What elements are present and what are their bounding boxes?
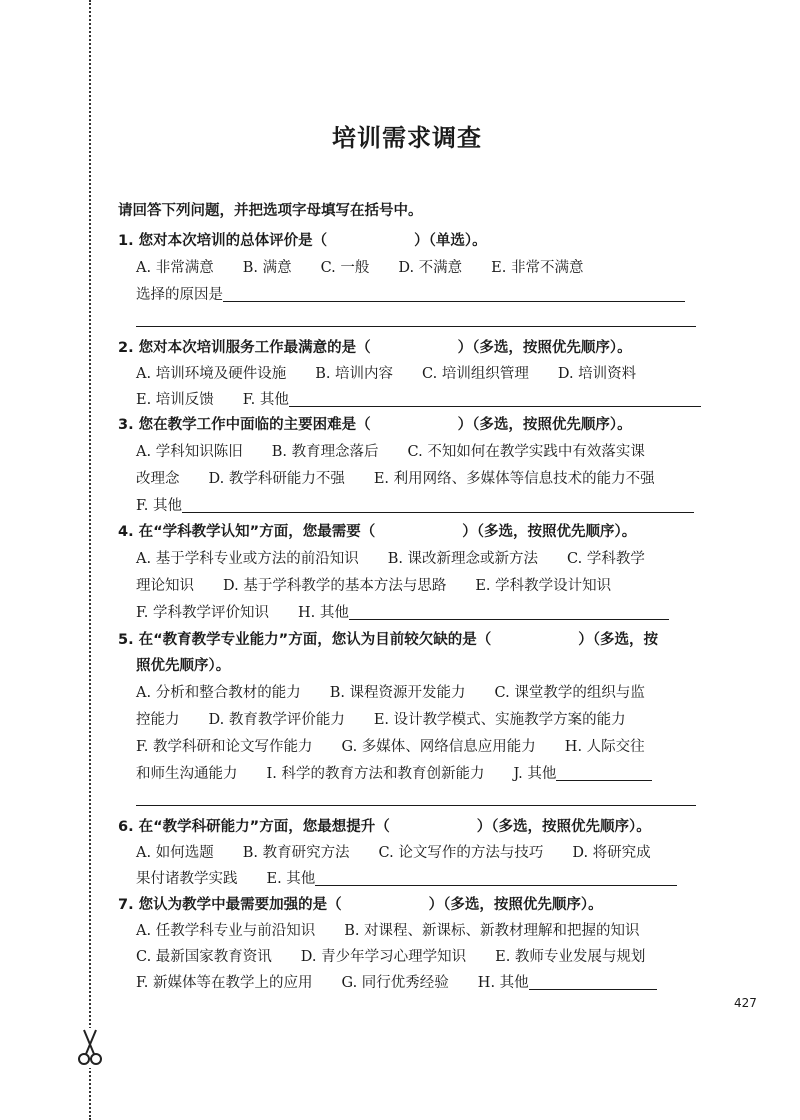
question-6-options-text: 果付诸教学实践 E. 其他 <box>136 871 316 887</box>
question-4-options-line-3 <box>136 603 669 623</box>
question-7-other-field[interactable] <box>529 973 657 990</box>
question-5-options-text: 和师生沟通能力 I. 科学的教育方法和教育创新能力 J. 其他 <box>136 766 557 782</box>
question-3-other-field[interactable] <box>182 496 694 513</box>
page-title: 培训需求调查 <box>332 124 482 152</box>
question-7-options-line-1: A. 任教学科专业与前沿知识 B. 对课程、新课标、新教材理解和把握的知识 <box>136 923 640 939</box>
question-1-reason-field[interactable] <box>223 285 685 302</box>
question-2-options-line-1: A. 培训环境及硬件设施 B. 培训内容 C. 培训组织管理 D. 培训资料 <box>136 366 637 382</box>
question-2-other-field[interactable] <box>289 390 701 407</box>
question-6-options-line-2 <box>136 869 677 889</box>
question-4: 4. 在“学科教学认知”方面，您最需要（ ）（多选，按照优先顺序）。 <box>118 524 637 540</box>
page-number: 427 <box>734 996 757 1010</box>
question-5-continued: 照优先顺序）。 <box>136 658 231 674</box>
question-4-options-line-2: 理论知识 D. 基于学科教学的基本方法与思路 E. 学科教学设计知识 <box>136 578 612 594</box>
question-3-options-line-1: A. 学科知识陈旧 B. 教育理念落后 C. 不知如何在教学实践中有效落实课 <box>136 444 645 460</box>
question-6-options-line-1: A. 如何选题 B. 教育研究方法 C. 论文写作的方法与技巧 D. 将研究成 <box>136 845 651 861</box>
question-3-options-text: F. 其他 <box>136 498 183 514</box>
question-1-reason-label: 选择的原因是 <box>136 287 223 303</box>
question-5-options-line-3: F. 教学科研和论文写作能力 G. 多媒体、网络信息应用能力 H. 人际交往 <box>136 739 645 755</box>
question-5-other-field[interactable] <box>556 764 652 781</box>
question-3: 3. 您在教学工作中面临的主要困难是（ ）（多选，按照优先顺序）。 <box>118 417 632 433</box>
question-5: 5. 在“教育教学专业能力”方面，您认为目前较欠缺的是（ ）（多选，按 <box>118 632 658 648</box>
question-4-options-text: F. 学科教学评价知识 H. 其他 <box>136 605 349 621</box>
scissors-icon <box>76 1028 104 1068</box>
question-5-options-line-1: A. 分析和整合教材的能力 B. 课程资源开发能力 C. 课堂教学的组织与监 <box>136 685 645 701</box>
question-2-options-line-2 <box>136 390 701 410</box>
question-2-options-text: E. 培训反馈 F. 其他 <box>136 392 289 408</box>
question-5-other-field-2[interactable] <box>136 805 696 806</box>
question-7-options-line-2: C. 最新国家教育资讯 D. 青少年学习心理学知识 E. 教师专业发展与规划 <box>136 949 646 965</box>
question-4-other-field[interactable] <box>349 603 669 620</box>
cut-line <box>89 0 91 1120</box>
question-6-other-field[interactable] <box>315 869 677 886</box>
question-5-options-line-2: 控能力 D. 教育教学评价能力 E. 设计教学模式、实施教学方案的能力 <box>136 712 626 728</box>
question-3-options-line-3 <box>136 496 694 516</box>
question-2: 2. 您对本次培训服务工作最满意的是（ ）（多选，按照优先顺序）。 <box>118 340 632 356</box>
question-7: 7. 您认为教学中最需要加强的是（ ）（多选，按照优先顺序）。 <box>118 897 603 913</box>
question-1: 1. 您对本次培训的总体评价是（ ）（单选）。 <box>118 233 487 249</box>
question-1-reason-row <box>136 285 685 305</box>
question-7-options-line-3 <box>136 973 657 993</box>
question-3-options-line-2: 改理念 D. 教学科研能力不强 E. 利用网络、多媒体等信息技术的能力不强 <box>136 471 655 487</box>
question-5-options-line-4 <box>136 764 652 784</box>
question-7-options-text: F. 新媒体等在教学上的应用 G. 同行优秀经验 H. 其他 <box>136 975 529 991</box>
question-1-reason-field-2[interactable] <box>136 326 696 327</box>
question-1-options: A. 非常满意 B. 满意 C. 一般 D. 不满意 E. 非常不满意 <box>136 260 584 276</box>
instructions: 请回答下列问题，并把选项字母填写在括号中。 <box>118 203 423 219</box>
question-6: 6. 在“教学科研能力”方面，您最想提升（ ）（多选，按照优先顺序）。 <box>118 819 651 835</box>
question-4-options-line-1: A. 基于学科专业或方法的前沿知识 B. 课改新理念或新方法 C. 学科教学 <box>136 551 645 567</box>
